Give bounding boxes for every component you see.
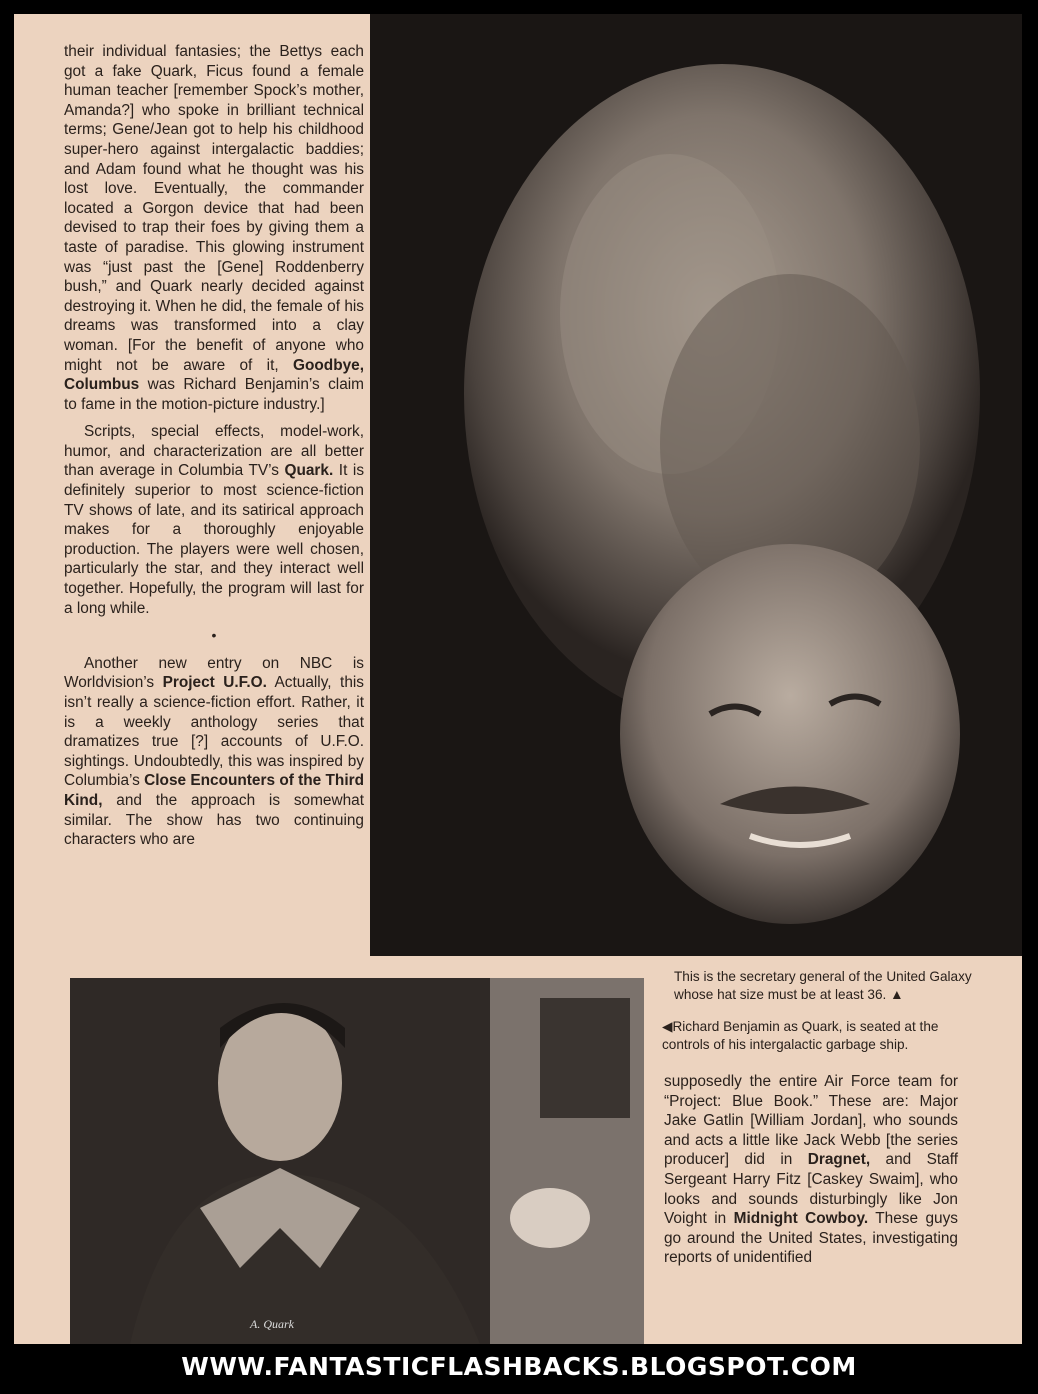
paragraph-2: Scripts, special effects, model-work, humor, and characterization are all better than average in Columbia TV’s Quark. It is definitely superior to most science-fiction TV shows of late, and its satirical approach makes for a thoroughly enjoyable production. The players were well chosen, particularly the star, and they interact well together. Hopefully, the program will last for a long while. [64, 423, 365, 617]
caption-bottom: ◀Richard Benjamin as Quark, is seated at the controls of his intergalactic garbage ship. [662, 1019, 939, 1052]
section-bullet: • [211, 627, 217, 644]
name-patch: A. Quark [250, 1317, 294, 1331]
article-column-right [664, 1072, 958, 1276]
photo-richard-benjamin-illustration [70, 978, 644, 1344]
left-arrow-icon: ◀ [662, 1019, 673, 1034]
photo-secretary-general [370, 14, 1022, 956]
blog-watermark: WWW.FANTASTICFLASHBACKS.BLOGSPOT.COM [181, 1352, 857, 1381]
paragraph-3: Another new entry on NBC is Worldvision’s Project U.F.O. Actually, this isn’t really a science-fiction effort. Rather, it is a weekly anthology series that dramatizes true [?] accounts of U.F.O. sightings. Undoubtedly, this was inspired by Columbia’s Close Encounters of the Third Kind, and the approach is somewhat similar. The show has two continuing characters who are [64, 654, 365, 849]
article-column-left [64, 42, 364, 858]
caption-top: This is the secretary general of the United Galaxy whose hat size must be at least 36. ▲ [674, 969, 972, 1002]
photo-richard-benjamin [70, 978, 644, 1344]
up-arrow-icon: ▲ [890, 987, 904, 1002]
paragraph-4: supposedly the entire Air Force team for “Project: Blue Book.” These are: Major Jake Gatlin [William Jordan], who sounds and acts a little like Jack Webb [the series producer] did in Dragnet, and Staff Sergeant Harry Fitz [Caskey Swaim], who looks and sounds disturbingly like Jon Voight in Midnight Cowboy. These guys go around the United States, investigating reports of unidentified [664, 1073, 958, 1267]
paragraph-1: their individual fantasies; the Bettys each got a fake Quark, Ficus found a female human teacher [remember Spock’s mother, Amanda?] who spoke in brilliant technical terms; Gene/Jean got to help his childhood super-hero against intergalactic baddies; and Adam found what he thought was his lost love. Eventually, the commander located a Gorgon device that had been devised to trap their foes by giving them a taste of paradise. This glowing instrument was “just past the [Gene] Roddenberry bush,” and Quark nearly decided against destroying it. When he did, the female of his dreams was transformed into a clay woman. [For the benefit of anyone who might not be aware of it, Goodbye, Columbus was Richard Benjamin’s claim to fame in the motion-picture industry.] [64, 43, 364, 413]
face [620, 544, 960, 924]
photo-secretary-general-illustration [370, 14, 1022, 956]
magazine-page [14, 14, 1022, 1344]
